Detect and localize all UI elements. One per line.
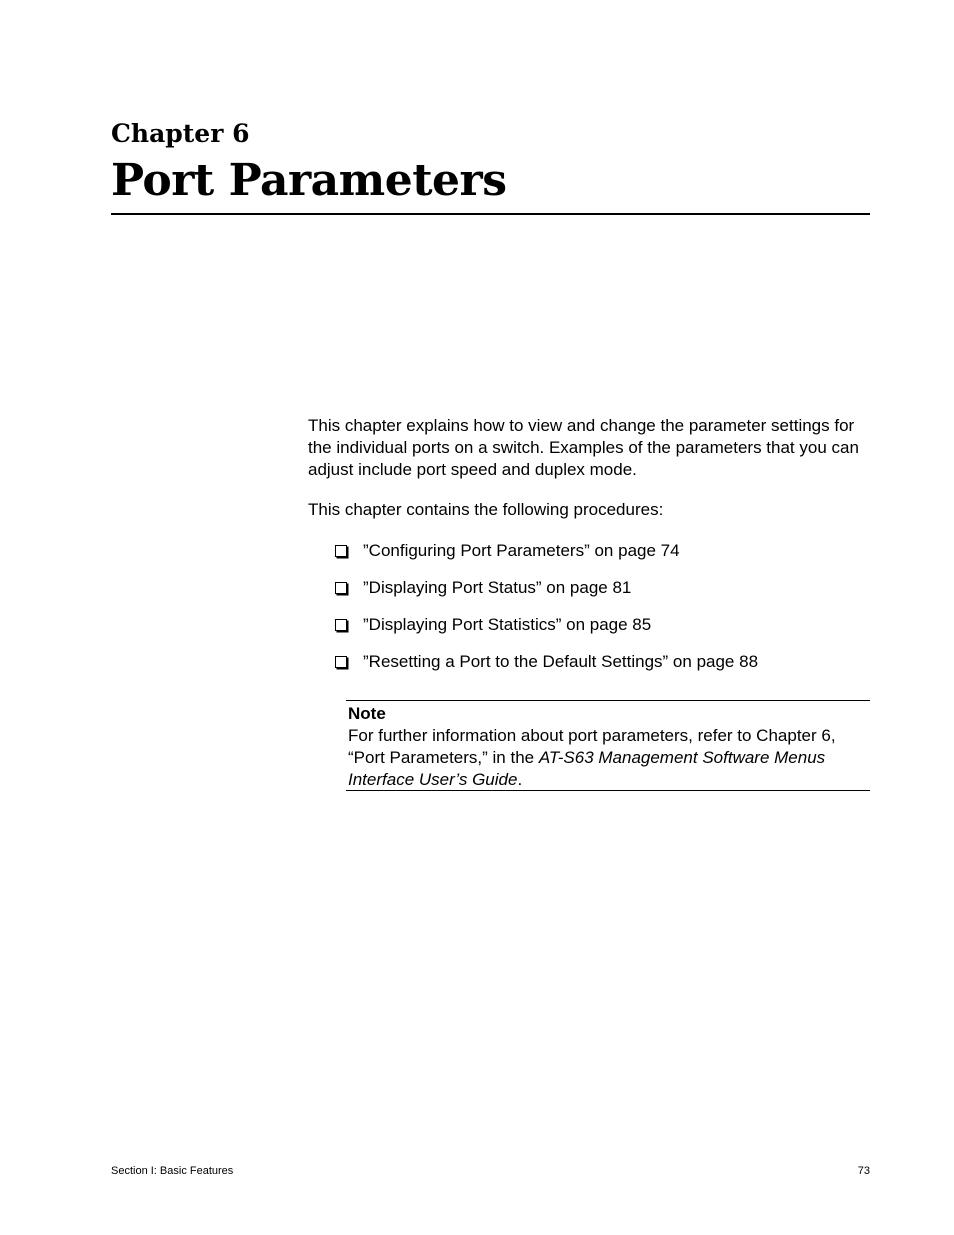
- list-item[interactable]: [335, 577, 758, 599]
- guide-title: AT-S63 Management Software Menus Interface User’s Guide: [348, 748, 826, 789]
- list-item[interactable]: [335, 651, 758, 673]
- list-item[interactable]: [335, 614, 758, 636]
- procedure-list: [335, 540, 758, 688]
- checkbox-icon: [335, 619, 347, 631]
- procedure-link[interactable]: ”Displaying Port Status” on page 81: [363, 578, 632, 597]
- checkbox-icon: [335, 656, 347, 668]
- page-title: Port Parameters: [111, 155, 507, 206]
- note-box: [346, 700, 870, 791]
- procedure-link[interactable]: ”Configuring Port Parameters” on page 74: [363, 541, 680, 560]
- procedure-link[interactable]: ”Resetting a Port to the Default Settings” on page 88: [363, 652, 759, 671]
- note-text: [348, 725, 870, 791]
- list-item[interactable]: [335, 540, 758, 562]
- chapter-label: Chapter 6: [111, 119, 250, 148]
- footer-section: Section I: Basic Features: [111, 1165, 234, 1177]
- title-divider: [111, 213, 870, 215]
- procedure-link[interactable]: ”Displaying Port Statistics” on page 85: [363, 615, 652, 634]
- intro-paragraph: This chapter explains how to view and change the parameter settings for the individual ports on a switch. Examples of the parameters that you can adjust include port speed and duplex mode.: [308, 416, 859, 479]
- checkbox-icon: [335, 582, 347, 594]
- note-text-after: .: [517, 770, 523, 789]
- note-text-before: For further information about port parameters, refer to Chapter 6, “Port Parameters,” in the: [348, 726, 836, 767]
- page-number: 73: [857, 1165, 870, 1177]
- procedures-intro: This chapter contains the following procedures:: [308, 500, 664, 519]
- note-heading: Note: [348, 704, 386, 723]
- checkbox-icon: [335, 545, 347, 557]
